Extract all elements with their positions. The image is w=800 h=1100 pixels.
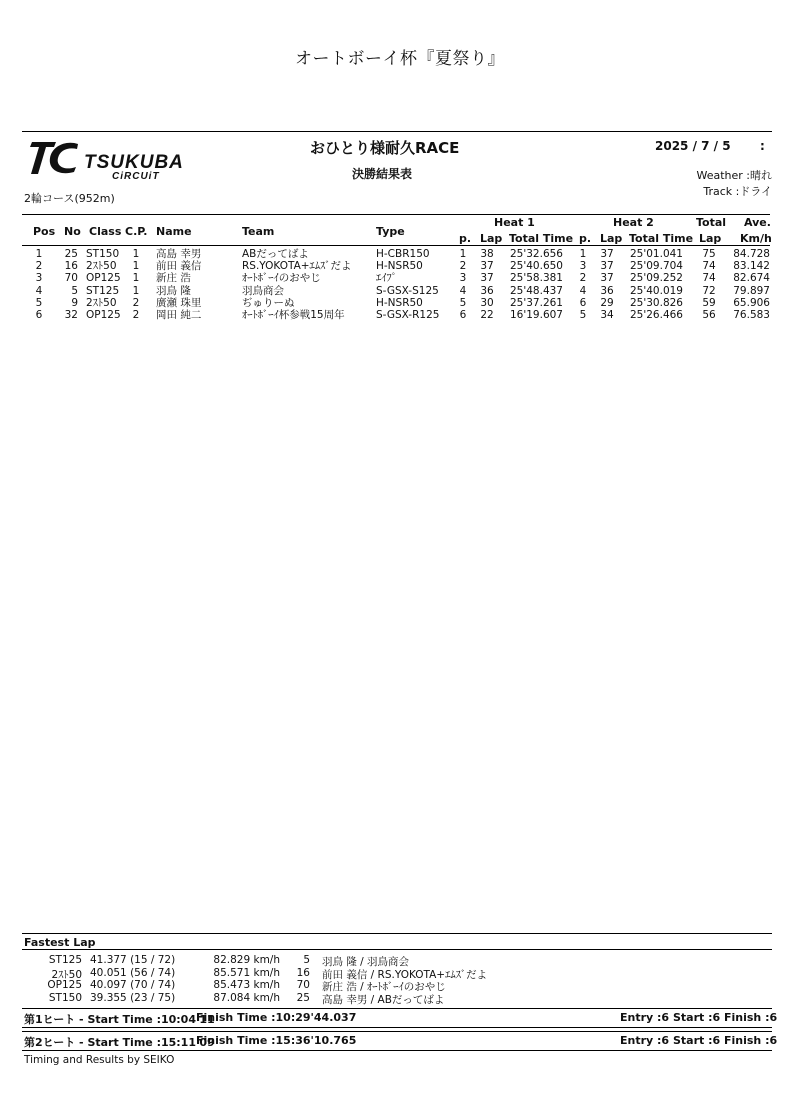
cell-team: 羽鳥商会 — [242, 284, 284, 297]
cell-type: H-NSR50 — [376, 260, 423, 273]
heat2-group-header: Heat 2 — [613, 216, 654, 229]
ave-group-header: Ave. — [744, 216, 771, 229]
cell-cp: 1 — [132, 272, 140, 285]
heat1-start: 第1ヒート - Start Time :10:04'11 — [24, 1013, 215, 1026]
cell-h1-time: 25'32.656 — [510, 248, 563, 260]
cell-h1-pos: 6 — [459, 309, 467, 321]
fl-no: 16 — [296, 966, 310, 979]
fl-no: 25 — [296, 991, 310, 1004]
cell-class: ST150 — [86, 248, 120, 260]
cell-h2-time: 25'09.704 — [630, 260, 683, 273]
cell-ave: 82.674 — [733, 272, 770, 285]
cell-total-lap: 59 — [702, 296, 716, 309]
heat2-entry: Entry :6 — [620, 1034, 670, 1047]
cell-cp: 1 — [132, 260, 140, 273]
cell-pos: 4 — [35, 284, 43, 297]
cell-name: 廣瀬 珠里 — [156, 296, 202, 309]
heat2-start: 第2ヒート - Start Time :15:11'09 — [24, 1036, 215, 1049]
cell-total-lap: 75 — [702, 248, 716, 260]
cell-ave: 65.906 — [733, 296, 770, 309]
date-suffix: : — [760, 139, 765, 153]
fastest-lap-rule — [22, 933, 772, 934]
course-label: 2輪コース(952m) — [24, 192, 115, 205]
col-cp: C.P. — [125, 225, 148, 238]
col-h2-lap: Lap — [600, 232, 623, 245]
cell-team: RS.YOKOTA+ｴﾑｽﾞだよ — [242, 260, 352, 273]
fl-rider: 羽鳥 隆 / 羽鳥商会 — [322, 956, 410, 968]
race-date: 2025 / 7 / 5 — [655, 139, 731, 153]
cell-h2-time: 25'01.041 — [630, 248, 683, 260]
cell-h2-lap: 37 — [600, 248, 614, 260]
fl-speed: 85.473 km/h — [213, 979, 280, 991]
col-name: Name — [156, 225, 192, 238]
fl-class: OP125 — [47, 979, 82, 991]
cell-ave: 76.583 — [733, 309, 770, 321]
col-no: No — [64, 225, 81, 238]
heat1-rule-top — [22, 1008, 772, 1009]
cell-name: 岡田 純二 — [156, 309, 202, 321]
cell-no: 9 — [71, 296, 78, 309]
cell-h2-lap: 37 — [600, 272, 614, 285]
heat2-finish-time: Finish Time :15:36'10.765 — [196, 1034, 357, 1047]
cell-h1-time: 25'58.381 — [510, 272, 563, 285]
col-total-lap: Lap — [699, 232, 722, 245]
col-team: Team — [242, 225, 275, 238]
fl-rider: 前田 義信 / RS.YOKOTA+ｴﾑｽﾞだよ — [322, 968, 488, 981]
track-label: Track :ドライ — [703, 185, 772, 198]
heat2-summary — [22, 1033, 778, 1049]
cell-h2-lap: 34 — [600, 309, 614, 321]
tsukuba-circuit-logo — [26, 138, 206, 188]
cell-name: 新庄 浩 — [156, 272, 191, 285]
cell-total-lap: 72 — [702, 284, 716, 297]
cell-team: ｵｰﾄﾎﾞｰｲのおやじ — [242, 272, 321, 285]
cell-h1-time: 25'48.437 — [510, 284, 563, 297]
cell-h1-time: 16'19.607 — [510, 309, 563, 321]
cell-name: 羽鳥 隆 — [156, 284, 191, 297]
fl-speed: 82.829 km/h — [213, 954, 280, 966]
cell-h1-pos: 4 — [459, 284, 467, 297]
heat1-rule-bottom — [22, 1027, 772, 1028]
fl-no: 5 — [303, 954, 310, 966]
cell-pos: 2 — [35, 260, 43, 273]
heat2-rule-top — [22, 1031, 772, 1032]
col-pos: Pos — [33, 225, 56, 238]
cell-pos: 3 — [35, 272, 43, 285]
cell-cp: 2 — [132, 296, 140, 309]
heat1-group-header: Heat 1 — [494, 216, 535, 229]
cell-h1-lap: 37 — [480, 272, 494, 285]
fl-class: ST125 — [48, 954, 82, 966]
cell-type: H-NSR50 — [376, 296, 423, 309]
heat1-entry: Entry :6 — [620, 1011, 670, 1024]
cell-h2-lap: 37 — [600, 260, 614, 273]
cell-no: 16 — [64, 260, 78, 273]
cell-cp: 1 — [132, 248, 140, 260]
timing-credit: Timing and Results by SEIKO — [24, 1054, 175, 1066]
cell-h2-time: 25'26.466 — [630, 309, 683, 321]
col-h1-time: Total Time — [509, 232, 574, 245]
cell-ave: 79.897 — [733, 284, 770, 297]
col-h2-time: Total Time — [629, 232, 694, 245]
cell-total-lap: 74 — [702, 272, 716, 285]
total-group-header: Total — [696, 216, 727, 229]
fastest-lap-title: Fastest Lap — [24, 936, 96, 949]
cell-h2-pos: 6 — [579, 296, 587, 309]
event-subtitle: 決勝結果表 — [352, 167, 413, 181]
fl-time: 39.355 (23 / 75) — [90, 991, 176, 1004]
heat1-summary — [22, 1010, 778, 1026]
cell-h1-time: 25'37.261 — [510, 296, 563, 309]
heat2-start-count: Start :6 — [673, 1034, 721, 1047]
cell-class: OP125 — [86, 309, 121, 321]
fl-rider: 新庄 浩 / ｵｰﾄﾎﾞｰｲのおやじ — [322, 981, 446, 993]
cell-team: ぢゅりーぬ — [242, 296, 295, 309]
fl-rider: 高島 幸男 / ABだってばよ — [322, 993, 445, 1006]
cell-h2-pos: 3 — [579, 260, 587, 273]
cell-h2-pos: 5 — [579, 309, 587, 321]
cell-class: 2ｽﾄ50 — [86, 260, 117, 273]
page-title: オートボーイ杯『夏祭り』 — [295, 49, 505, 69]
heat2-finish-count: Finish :6 — [724, 1034, 778, 1047]
cell-total-lap: 56 — [702, 309, 716, 321]
cell-ave: 84.728 — [733, 248, 770, 260]
cell-h2-time: 25'30.826 — [630, 296, 683, 309]
cell-h2-lap: 36 — [600, 284, 614, 297]
cell-team: ABだってばよ — [242, 248, 309, 260]
cell-h2-time: 25'09.252 — [630, 272, 683, 285]
fl-class: 2ｽﾄ50 — [51, 968, 82, 981]
cell-cp: 2 — [132, 309, 140, 321]
fl-speed: 85.571 km/h — [213, 966, 280, 979]
cell-h2-lap: 29 — [600, 296, 614, 309]
fl-speed: 87.084 km/h — [213, 991, 280, 1004]
heat1-start-count: Start :6 — [673, 1011, 721, 1024]
event-title: おひとり様耐久RACE — [310, 139, 460, 157]
cell-name: 高島 幸男 — [156, 248, 202, 260]
cell-ave: 83.142 — [733, 260, 770, 273]
fl-time: 40.051 (56 / 74) — [90, 966, 176, 979]
fl-time: 40.097 (70 / 74) — [90, 979, 176, 991]
cell-team: ｵｰﾄﾎﾞｰｲ杯参戦15周年 — [242, 309, 345, 321]
weather-label: Weather :晴れ — [696, 169, 772, 182]
cell-h1-lap: 37 — [480, 260, 494, 273]
col-h2-pos: p. — [579, 232, 592, 245]
fl-class: ST150 — [48, 991, 82, 1004]
fl-no: 70 — [296, 979, 310, 991]
cell-pos: 1 — [35, 248, 43, 260]
cell-no: 25 — [64, 248, 78, 260]
cell-h1-lap: 38 — [480, 248, 494, 260]
cell-class: OP125 — [86, 272, 121, 285]
cell-type: S-GSX-S125 — [376, 284, 439, 297]
cell-no: 5 — [71, 284, 78, 297]
cell-h1-time: 25'40.650 — [510, 260, 563, 273]
cell-pos: 6 — [35, 309, 43, 321]
cell-h1-lap: 22 — [480, 309, 494, 321]
cell-h2-pos: 4 — [579, 284, 587, 297]
heat2-rule-bottom — [22, 1050, 772, 1051]
cell-type: S-GSX-R125 — [376, 309, 440, 321]
logo-subtext: CiRCUiT — [112, 171, 160, 182]
col-type: Type — [376, 225, 405, 238]
header-rule — [22, 131, 772, 132]
cell-total-lap: 74 — [702, 260, 716, 273]
cell-type: H-CBR150 — [376, 248, 430, 260]
cell-no: 32 — [64, 309, 78, 321]
cell-h1-pos: 1 — [459, 248, 467, 260]
cell-h1-lap: 36 — [480, 284, 494, 297]
cell-h1-pos: 5 — [459, 296, 467, 309]
fastest-lap-divider — [22, 949, 772, 950]
cell-class: ST125 — [86, 284, 120, 297]
cell-h1-pos: 2 — [459, 260, 467, 273]
cell-cp: 1 — [132, 284, 140, 297]
cell-name: 前田 義信 — [156, 260, 202, 273]
col-h1-lap: Lap — [480, 232, 503, 245]
col-h1-pos: p. — [459, 232, 472, 245]
cell-h2-time: 25'40.019 — [630, 284, 683, 297]
heat1-finish-time: Finish Time :10:29'44.037 — [196, 1011, 357, 1024]
cell-pos: 5 — [35, 296, 43, 309]
logo-text: TSUKUBA — [84, 152, 184, 173]
cell-class: 2ｽﾄ50 — [86, 296, 117, 309]
cell-h1-lap: 30 — [480, 296, 494, 309]
cell-type: ｴｲﾌﾟ — [376, 272, 397, 285]
cell-h2-pos: 2 — [579, 272, 587, 285]
cell-h1-pos: 3 — [459, 272, 467, 285]
col-class: Class — [89, 225, 122, 238]
tc-logo-icon — [26, 138, 86, 178]
fl-time: 41.377 (15 / 72) — [90, 954, 176, 966]
cell-no: 70 — [64, 272, 78, 285]
heat1-finish-count: Finish :6 — [724, 1011, 778, 1024]
col-kmh: Km/h — [740, 232, 772, 245]
cell-h2-pos: 1 — [579, 248, 587, 260]
